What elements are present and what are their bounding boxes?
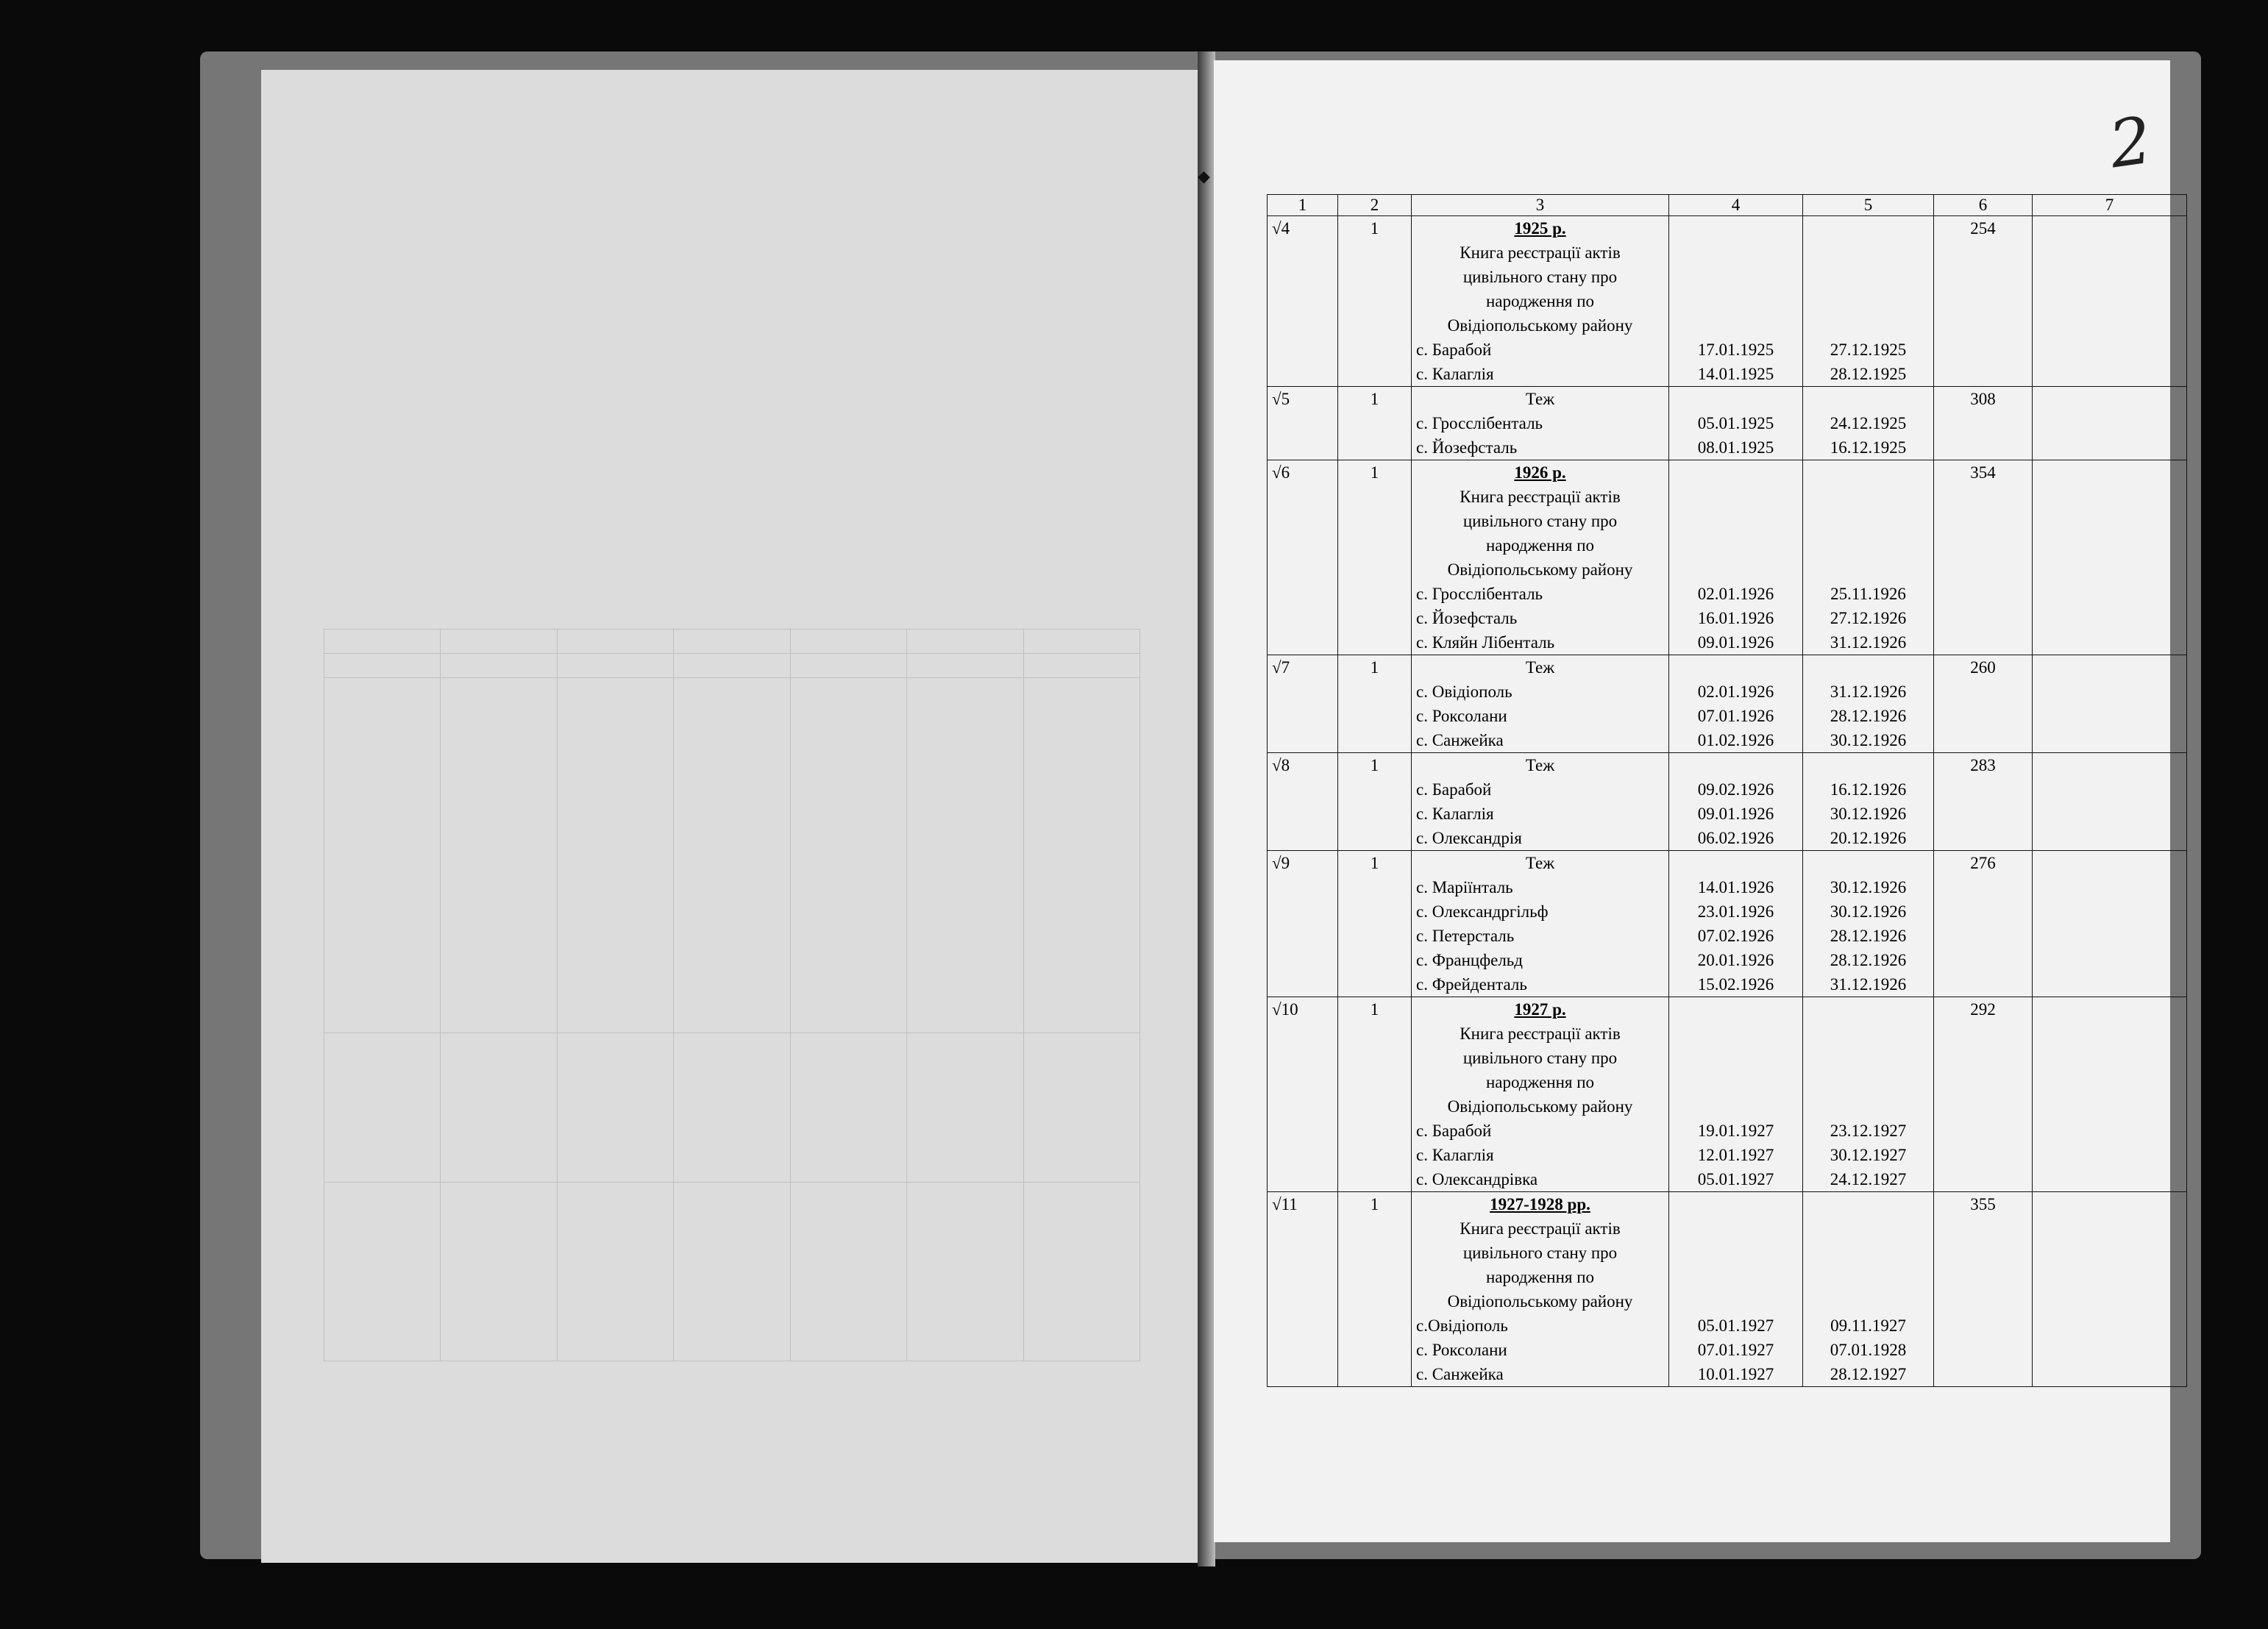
end-date: 07.01.1928 xyxy=(1830,1341,1907,1359)
village-name: с. Фрейденталь xyxy=(1416,975,1527,994)
end-date-cell xyxy=(1803,216,1934,387)
end-date-cell xyxy=(1803,997,1934,1192)
end-date-cell xyxy=(1803,1192,1934,1387)
title-cell xyxy=(1412,851,1669,997)
notes-cell xyxy=(2033,753,2187,851)
volume-cell: 1 xyxy=(1338,753,1412,851)
header-cell: 3 xyxy=(1412,195,1669,216)
village-name: с. Калаглія xyxy=(1416,1146,1494,1164)
item-number-cell: √6 xyxy=(1268,460,1338,655)
end-date: 24.12.1925 xyxy=(1830,414,1907,432)
village-name: с. Санжейка xyxy=(1416,1365,1504,1383)
item-number-cell: √11 xyxy=(1268,1192,1338,1387)
end-date-cell xyxy=(1803,655,1934,753)
sheet-count-cell: 354 xyxy=(1934,460,2033,655)
year-heading: 1926 р. xyxy=(1514,463,1566,482)
start-date: 02.01.1926 xyxy=(1697,585,1774,603)
title-line: Овідіопольському району xyxy=(1447,316,1633,335)
start-date: 14.01.1926 xyxy=(1697,878,1774,897)
title-cell xyxy=(1412,1192,1669,1387)
title-line: Книга реєстрації актів xyxy=(1460,1219,1621,1238)
start-date-cell xyxy=(1669,997,1803,1192)
sheet-count-cell: 254 xyxy=(1934,216,2033,387)
header-cell: 1 xyxy=(1268,195,1338,216)
title-cell xyxy=(1412,753,1669,851)
title-line: Книга реєстрації актів xyxy=(1460,1024,1621,1043)
village-name: с. Олександрівка xyxy=(1416,1170,1538,1188)
start-date: 07.02.1926 xyxy=(1697,927,1774,945)
end-date: 31.12.1926 xyxy=(1830,682,1907,701)
sheet-count-cell: 276 xyxy=(1934,851,2033,997)
start-date: 15.02.1926 xyxy=(1697,975,1774,994)
village-name: с. Кляйн Лібенталь xyxy=(1416,633,1555,652)
start-date-cell xyxy=(1669,753,1803,851)
item-number-cell: √9 xyxy=(1268,851,1338,997)
end-date: 28.12.1926 xyxy=(1830,707,1907,725)
volume-cell: 1 xyxy=(1338,655,1412,753)
village-name: с. Олександргільф xyxy=(1416,902,1549,921)
notes-cell xyxy=(2033,655,2187,753)
page-edge-mark: ◆ xyxy=(1198,167,1210,185)
title-line: народження по xyxy=(1485,292,1595,310)
end-date: 31.12.1926 xyxy=(1830,975,1907,994)
end-date: 28.12.1926 xyxy=(1830,951,1907,969)
header-cell: 7 xyxy=(2033,195,2187,216)
village-name: с. Маріїнталь xyxy=(1416,878,1513,897)
title-line: народження по xyxy=(1485,1073,1595,1091)
header-cell: 4 xyxy=(1669,195,1803,216)
start-date: 09.01.1926 xyxy=(1697,805,1774,823)
start-date-cell xyxy=(1669,1192,1803,1387)
title-line: цивільного стану про xyxy=(1462,1244,1618,1262)
end-date: 23.12.1927 xyxy=(1830,1122,1907,1140)
page-number: 2 xyxy=(2105,101,2156,183)
title-line: Книга реєстрації актів xyxy=(1460,488,1621,506)
end-date: 27.12.1926 xyxy=(1830,609,1907,627)
title-line: цивільного стану про xyxy=(1462,512,1618,530)
book-spine-gutter xyxy=(1198,51,1215,1566)
title-line: Теж xyxy=(1525,390,1555,408)
village-name: с. Гросслібенталь xyxy=(1416,414,1543,432)
title-line: цивільного стану про xyxy=(1462,268,1618,286)
sheet-count-cell: 292 xyxy=(1934,997,2033,1192)
start-date-cell xyxy=(1669,851,1803,997)
title-line: народження по xyxy=(1485,536,1595,555)
title-line: народження по xyxy=(1485,1268,1595,1286)
item-number-cell: √8 xyxy=(1268,753,1338,851)
start-date: 17.01.1925 xyxy=(1697,341,1774,359)
end-date: 20.12.1926 xyxy=(1830,829,1907,847)
end-date-cell xyxy=(1803,460,1934,655)
item-number-cell: √7 xyxy=(1268,655,1338,753)
title-line: цивільного стану про xyxy=(1462,1049,1618,1067)
title-cell xyxy=(1412,460,1669,655)
start-date-cell xyxy=(1669,387,1803,460)
village-name: с. Олександрія xyxy=(1416,829,1522,847)
start-date: 23.01.1926 xyxy=(1697,902,1774,921)
end-date: 24.12.1927 xyxy=(1830,1170,1907,1188)
table-row xyxy=(1268,997,2187,1192)
title-cell xyxy=(1412,655,1669,753)
end-date: 30.12.1926 xyxy=(1830,805,1907,823)
title-line: Теж xyxy=(1525,756,1555,774)
volume-cell: 1 xyxy=(1338,1192,1412,1387)
village-name: с. Барабой xyxy=(1416,341,1492,359)
notes-cell xyxy=(2033,1192,2187,1387)
end-date: 28.12.1927 xyxy=(1830,1365,1907,1383)
village-name: с. Барабой xyxy=(1416,1122,1492,1140)
title-cell xyxy=(1412,387,1669,460)
village-name: с. Йозефсталь xyxy=(1416,438,1518,457)
village-name: с. Гросслібенталь xyxy=(1416,585,1543,603)
header-cell: 5 xyxy=(1803,195,1934,216)
start-date: 05.01.1925 xyxy=(1697,414,1774,432)
end-date: 27.12.1925 xyxy=(1830,341,1907,359)
village-name: с. Овідіополь xyxy=(1416,682,1512,701)
village-name: с. Роксолани xyxy=(1416,1341,1507,1359)
end-date: 31.12.1926 xyxy=(1830,633,1907,652)
end-date: 30.12.1926 xyxy=(1830,902,1907,921)
notes-cell xyxy=(2033,851,2187,997)
right-page xyxy=(1198,60,2170,1542)
village-name: с. Францфельд xyxy=(1416,951,1523,969)
notes-cell xyxy=(2033,460,2187,655)
start-date: 09.02.1926 xyxy=(1697,780,1774,799)
title-cell xyxy=(1412,216,1669,387)
end-date-cell xyxy=(1803,753,1934,851)
notes-cell xyxy=(2033,216,2187,387)
item-number-cell: √4 xyxy=(1268,216,1338,387)
volume-cell: 1 xyxy=(1338,460,1412,655)
start-date: 01.02.1926 xyxy=(1697,731,1774,749)
start-date: 19.01.1927 xyxy=(1697,1122,1774,1140)
volume-cell: 1 xyxy=(1338,997,1412,1192)
title-line: Овідіопольському району xyxy=(1447,560,1633,579)
left-page-blank-show-through xyxy=(261,70,1199,1563)
end-date: 30.12.1926 xyxy=(1830,731,1907,749)
start-date: 20.01.1926 xyxy=(1697,951,1774,969)
end-date: 30.12.1926 xyxy=(1830,878,1907,897)
village-name: с. Калаглія xyxy=(1416,805,1494,823)
end-date-cell xyxy=(1803,851,1934,997)
table-row xyxy=(1268,216,2187,387)
village-name: с. Роксолани xyxy=(1416,707,1507,725)
start-date: 05.01.1927 xyxy=(1697,1316,1774,1335)
start-date: 02.01.1926 xyxy=(1697,682,1774,701)
volume-cell: 1 xyxy=(1338,387,1412,460)
title-cell xyxy=(1412,997,1669,1192)
start-date-cell xyxy=(1669,216,1803,387)
start-date: 10.01.1927 xyxy=(1697,1365,1774,1383)
village-name: с. Йозефсталь xyxy=(1416,609,1518,627)
start-date-cell xyxy=(1669,655,1803,753)
table-row xyxy=(1268,1192,2187,1387)
sheet-count-cell: 283 xyxy=(1934,753,2033,851)
title-line: Овідіопольському району xyxy=(1447,1292,1633,1311)
start-date: 06.02.1926 xyxy=(1697,829,1774,847)
title-line: Теж xyxy=(1525,658,1555,677)
year-heading: 1927 р. xyxy=(1514,1000,1566,1019)
end-date: 09.11.1927 xyxy=(1830,1316,1906,1335)
table-row xyxy=(1268,460,2187,655)
village-name: с. Барабой xyxy=(1416,780,1492,799)
title-line: Теж xyxy=(1525,854,1555,872)
table-row xyxy=(1268,753,2187,851)
sheet-count-cell: 260 xyxy=(1934,655,2033,753)
start-date: 08.01.1925 xyxy=(1697,438,1774,457)
village-name: с. Калаглія xyxy=(1416,365,1494,383)
table-row xyxy=(1268,851,2187,997)
header-cell: 6 xyxy=(1934,195,2033,216)
end-date-cell xyxy=(1803,387,1934,460)
end-date: 16.12.1926 xyxy=(1830,780,1907,799)
register-table xyxy=(1267,194,2187,1387)
village-name: с.Овідіополь xyxy=(1416,1316,1508,1335)
notes-cell xyxy=(2033,997,2187,1192)
table-row xyxy=(1268,387,2187,460)
notes-cell xyxy=(2033,387,2187,460)
start-date: 05.01.1927 xyxy=(1697,1170,1774,1188)
start-date: 14.01.1925 xyxy=(1697,365,1774,383)
end-date: 28.12.1925 xyxy=(1830,365,1907,383)
item-number-cell: √5 xyxy=(1268,387,1338,460)
village-name: с. Санжейка xyxy=(1416,731,1504,749)
end-date: 30.12.1927 xyxy=(1830,1146,1907,1164)
end-date: 25.11.1926 xyxy=(1830,585,1906,603)
item-number-cell: √10 xyxy=(1268,997,1338,1192)
start-date-cell xyxy=(1669,460,1803,655)
start-date: 12.01.1927 xyxy=(1697,1146,1774,1164)
start-date: 07.01.1926 xyxy=(1697,707,1774,725)
year-heading: 1927-1928 рр. xyxy=(1490,1195,1590,1213)
title-line: Овідіопольському району xyxy=(1447,1097,1633,1116)
header-cell: 2 xyxy=(1338,195,1412,216)
title-line: Книга реєстрації актів xyxy=(1460,243,1621,262)
year-heading: 1925 р. xyxy=(1514,219,1566,238)
start-date: 16.01.1926 xyxy=(1697,609,1774,627)
village-name: с. Петерсталь xyxy=(1416,927,1515,945)
start-date: 09.01.1926 xyxy=(1697,633,1774,652)
end-date: 28.12.1926 xyxy=(1830,927,1907,945)
start-date: 07.01.1927 xyxy=(1697,1341,1774,1359)
table-header-row xyxy=(1268,195,2187,216)
table-row xyxy=(1268,655,2187,753)
volume-cell: 1 xyxy=(1338,851,1412,997)
bleed-through-text xyxy=(261,70,1199,1563)
sheet-count-cell: 355 xyxy=(1934,1192,2033,1387)
sheet-count-cell: 308 xyxy=(1934,387,2033,460)
end-date: 16.12.1925 xyxy=(1830,438,1907,457)
volume-cell: 1 xyxy=(1338,216,1412,387)
